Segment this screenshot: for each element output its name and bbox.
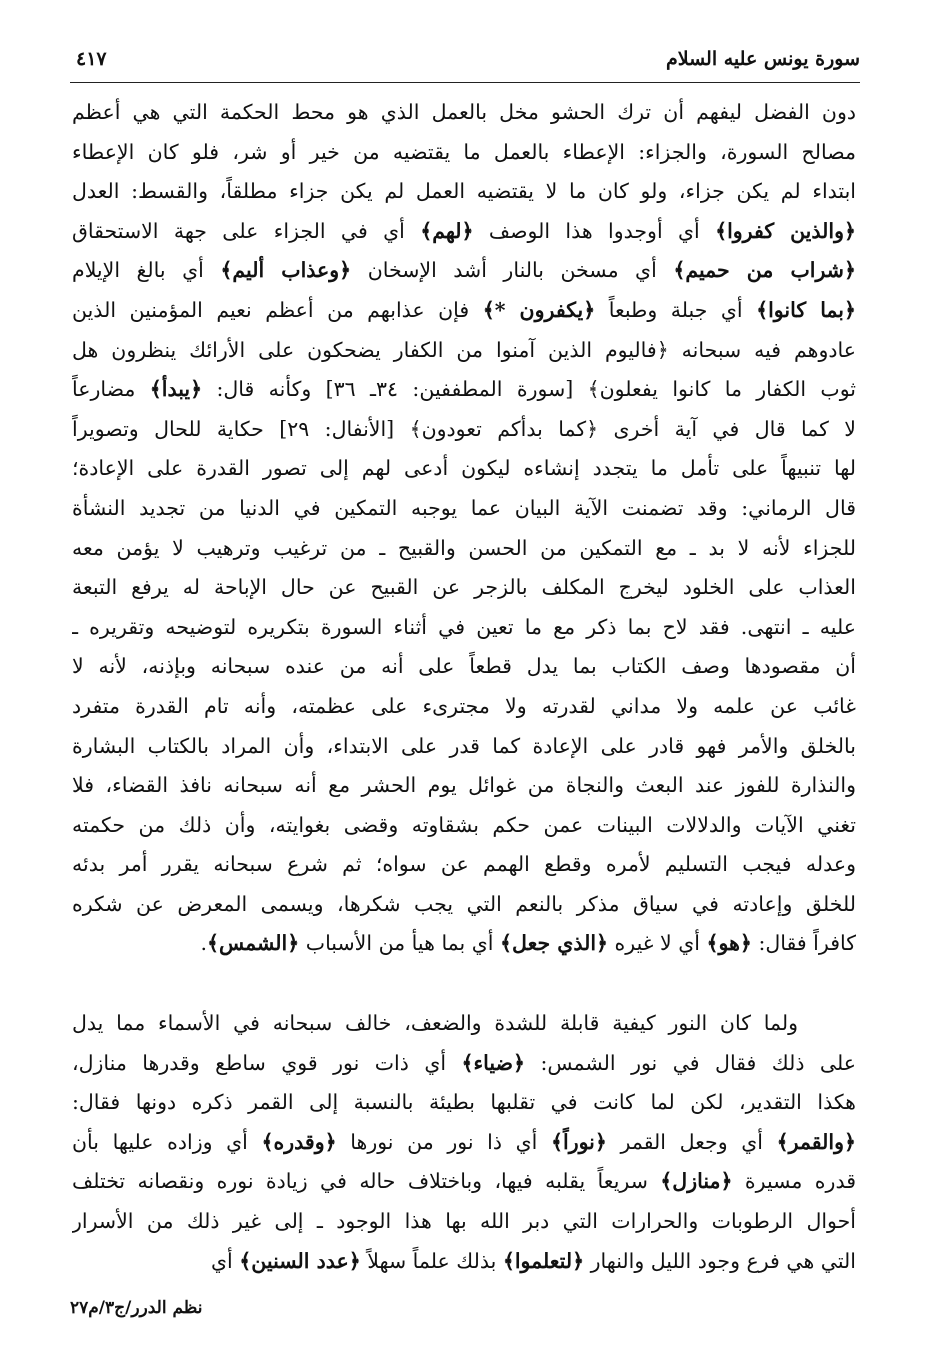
text-run: أي وزاده عليها بأن [72,1129,262,1154]
text-line [72,924,856,964]
quran-quote: ﴿نوراً﴾ [550,1129,607,1154]
text-line [72,331,856,371]
quran-quote: ﴿شراب من حميم﴾ [673,258,856,283]
text-line [72,885,856,925]
quran-quote: ﴿يبدأ﴾ [149,377,203,402]
text-line [72,489,856,529]
quran-quote: ﴿ضياء﴾ [461,1050,526,1075]
text-run: أي بالغ الإيلام [72,258,221,283]
text-line [72,1162,856,1202]
text-run: كافراً فقال: [751,931,856,956]
paragraph-2 [72,1004,856,1281]
text-line [72,133,856,173]
text-line [72,410,856,450]
text-line [72,291,856,331]
text-line [72,93,856,133]
paragraph-1 [72,93,856,964]
quran-quote: ﴿بما كانوا﴾ [756,297,856,322]
text-run: أي [211,1248,240,1273]
text-run: بالخلق والأمر فهو قادر على الإعادة كما قدر على الابتداء، وأن المراد بالكتاب البشارة [72,733,856,758]
quran-quote: ﴿وقدره﴾ [261,1129,337,1154]
page-body [72,93,856,1281]
page-header [70,48,860,78]
text-run: قال الرماني: وقد تضمنت الآية البيان عما يوجبه التمكين في الدنيا من تجديد النشأة [72,495,856,520]
quran-quote: ﴿هو﴾ [706,931,752,956]
text-line [72,806,856,846]
text-run: أي ذا نور من نورها [336,1129,551,1154]
text-line [72,449,856,489]
text-run: أي أوجدوا هذا الوصف [473,218,716,243]
quran-quote: ﴿يكفرون *﴾ [482,297,596,322]
quran-quote: ﴿وعذاب أليم﴾ [220,258,352,283]
text-line [72,647,856,687]
text-line [72,766,856,806]
text-line [72,1083,856,1123]
text-run: عليه ـ انتهى. فقد لاح بما ذكر مع ما تعين في أثناء السورة بتكريره لتوضيحه وتقريره ـ [72,614,856,639]
text-run: تغني الآيات والدلالات البينات عمن حكم بشقاوته وقضى بغوايته، وأن ذلك من حكمته [72,812,856,837]
running-title: سورة يونس عليه السلام [666,48,860,70]
footer-signature: نظم الدرر/ج٣/م٢٧ [70,1298,203,1318]
text-line [72,529,856,569]
quran-quote: ﴿الذي جعل﴾ [500,931,609,956]
text-run: أن مقصودها وصف الكتاب بما يدل قطعاً على أنه من عنده سبحانه وبإذنه، لأنه لا [72,654,856,679]
text-line [72,568,856,608]
quran-quote: ﴿لتعلموا﴾ [502,1248,585,1273]
header-rule [70,82,860,83]
text-run: مضارعاً [72,377,150,402]
text-run: أحوال الرطوبات والحرارات التي دبر الله بها هذا الوجود ـ إلى غير ذلك من الأسرار [72,1209,856,1234]
quran-quote: ﴿والقمر﴾ [776,1129,856,1154]
quran-quote: ﴿منازل﴾ [660,1169,733,1194]
text-run: أي بما هيأ من الأسباب [299,931,501,956]
text-run: والنذارة للفوز عند البعث والنجاة من غوائل يوم الحشر مع أنه سبحانه نافذ القضاء، فلا [72,773,856,798]
quran-quote: ﴿عدد السنين﴾ [239,1248,361,1273]
text-run: هكذا التقدير، لكن لما كانت في تقلبها بطيئة بالنسبة إلى القمر ذكره دونها فقال: [72,1090,856,1115]
text-run: أي ذات نور قوي ساطع وقدرها منازل، [72,1050,462,1075]
text-run: بذلك علماً سهلاً [360,1248,503,1273]
text-run: قدره مسيرة [732,1169,856,1194]
text-run: للخلق وإعادته في سياق مذكر بالنعم التي يجب شكرها، ويسمى المعرض عن شكره [72,891,856,916]
text-run: على ذلك فقال في نور الشمس: [525,1050,856,1075]
text-line [72,1044,856,1084]
text-line [72,251,856,291]
text-line [72,687,856,727]
text-run: أي في الجزاء على جهة الاستحقاق [72,218,421,243]
text-run: مصالح السورة، والجزاء: الإعطاء بالعمل ما يقتضيه من خير أو شر، فلو كان الإعطاء [72,139,856,164]
text-line [72,1123,856,1163]
text-run: ولما كان النور كيفية قابلة للشدة والضعف، خالف سبحانه في الأسماء مما يدل [72,1011,798,1036]
text-run: وعدله فيجب التسليم لأمره وقطع الهمم عن سواه؛ ثم شرع سبحانه يقرر أمر بدئه [72,852,856,877]
text-run: أي وجعل القمر [606,1129,777,1154]
text-line [72,212,856,252]
text-run: العذاب على الخلود ليخرج المكلف بالزجر عن القبيح عن حال الإباحة له يرفع التبعة [72,575,856,600]
text-line [72,370,856,410]
text-run: أي لا غيره [608,931,707,956]
text-run: التي هي فرع وجود الليل والنهار [584,1248,856,1273]
text-run: أي مسخن بالنار أشد الإسخان [351,258,674,283]
text-run: عادوهم فيه سبحانه ﴿فاليوم الذين آمنوا من الكفار يضحكون على الأرائك ينظرون هل [72,337,856,362]
text-run: أي جبلة وطبعاً [595,297,757,322]
text-run: للجزاء لأنه لا بد ـ مع التمكين من الحسن والقبيح ـ من ترغيب وترهيب لا يؤمن معه [72,535,856,560]
page-number: ٤١٧ [76,48,107,70]
text-run: . [200,931,207,956]
text-line [72,1202,856,1242]
text-run: لها تنبيهاً على تأمل ما يتجدد إنشاءه ليكون أدعى لهم إلى تصور القدرة على الإعادة؛ [72,456,856,481]
text-line [72,172,856,212]
text-line [72,845,856,885]
quran-quote: ﴿الشمس﴾ [207,931,300,956]
text-line [72,1004,856,1044]
quran-quote: ﴿والذين كفروا﴾ [715,218,856,243]
paragraph-gap [72,964,856,1004]
text-line [72,727,856,767]
text-run: ثوب الكفار ما كانوا يفعلون﴾ [سورة المطففين: ٣٤ـ ٣٦] وكأنه قال: [202,377,856,402]
text-run: لا كما قال في آية أخرى ﴿كما بدأكم تعودون﴾ [الأنفال: ٢٩] حكاية للحال وتصويراً [72,416,856,441]
text-run: فإن عذابهم من أعظم نعيم المؤمنين الذين [72,297,483,322]
text-run: دون الفضل ليفهم أن ترك الحشو مخل بالعمل الذي هو محط الحكمة التي هي أعظم [72,100,856,124]
text-line [72,1242,856,1282]
quran-quote: ﴿لهم﴾ [420,218,474,243]
text-run: سريعاً يقلبه فيها، وباختلاف حاله في زيادة نوره ونقصانه تختلف [72,1169,661,1194]
text-run: غائب عن علمه ولا مداني لقدرته ولا مجترىء على عظمته، وأنه تام القدرة متفرد [72,693,856,718]
text-line [72,608,856,648]
text-run: ابتداء لم يكن جزاء، ولو كان ما لا يقتضيه العمل لم يكن جزاء مطلقاً، والقسط: العدل [72,179,856,204]
